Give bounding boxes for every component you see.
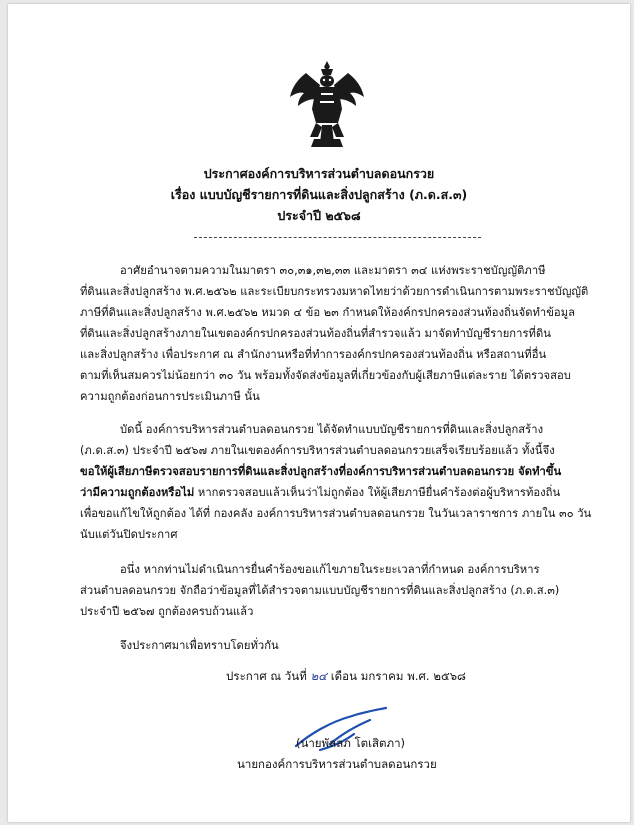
closing-line: จึงประกาศมาเพื่อทราบโดยทั่วกัน — [120, 639, 279, 652]
para1-line-3: ภาษีที่ดินและสิ่งปลูกสร้าง พ.ศ.๒๕๖๒ หมวด ๔ ข้อ ๒๓ กำหนดให้องค์กรปกครองส่วนท้องถิ่นจัดทำข้อมูล — [80, 306, 576, 319]
signer-name: (นายพัลลภ โตเสิตภา) — [296, 736, 406, 750]
announcement-date — [226, 668, 466, 686]
date-prefix: ประกาศ ณ วันที่ — [226, 669, 307, 683]
para1-line-4: ที่ดินและสิ่งปลูกสร้างภายในเขตองค์กรปกครองส่วนท้องถิ่นที่สำรวจแล้ว มาจัดทำบัญชีรายการที่ดิน — [80, 327, 551, 340]
document-page — [8, 4, 630, 822]
para3-line-2: ส่วนตำบลดอนกรวย จักถือว่าข้อมูลที่ได้สำรวจตามแบบบัญชีรายการที่ดินและสิ่งปลูกสร้าง (ภ.ด.ส.๓) — [80, 584, 560, 597]
para2-line-3: ขอให้ผู้เสียภาษีตรวจสอบรายการที่ดินและสิ่งปลูกสร้างที่องค์การบริหารส่วนตำบลดอนกรวย จัดทำขึ้น — [80, 465, 562, 478]
para1-line-1: อาศัยอำนาจตามความในมาตรา ๓๐,๓๑,๓๒,๓๓ และมาตรา ๓๔ แห่งพระราชบัญญัติภาษี — [120, 264, 546, 277]
para3-line-3: ประจำปี ๒๕๖๗ ถูกต้องครบถ้วนแล้ว — [80, 605, 254, 618]
para1-line-5: และสิ่งปลูกสร้าง เพื่อประกาศ ณ สำนักงานหรือที่ทำการองค์กรปกครองส่วนท้องถิ่น หรือสถานที่อื่น — [80, 348, 547, 361]
header-divider — [194, 237, 481, 238]
announcement-year: ประจำปี ๒๕๖๘ — [277, 208, 361, 223]
para2-line-4 — [80, 483, 560, 501]
announcement-subject: เรื่อง แบบบัญชีรายการที่ดินและสิ่งปลูกสร้าง (ภ.ด.ส.๓) — [170, 187, 468, 202]
para3-line-1: อนึ่ง หากท่านไม่ดำเนินการยื่นคำร้องขอแก้ไขภายในระยะเวลาที่กำหนด องค์การบริหาร — [120, 563, 540, 576]
para2-line-5: เพื่อขอแก้ไขให้ถูกต้อง ได้ที่ กองคลัง องค์การบริหารส่วนตำบลดอนกรวย ในวันเวลาราชการ ภายใน ๓๐ วัน — [80, 507, 592, 520]
garuda-emblem-icon — [286, 59, 368, 151]
para2-line-2: (ภ.ด.ส.๓) ประจำปี ๒๕๖๗ ภายในเขตองค์การบริหารส่วนตำบลดอนกรวยเสร็จเรียบร้อยแล้ว ทั้งนี้จึง — [80, 444, 555, 457]
para2-line-4-bold: ว่ามีความถูกต้องหรือไม่ — [80, 486, 195, 499]
para1-line-2: ที่ดินและสิ่งปลูกสร้าง พ.ศ.๒๕๖๒ และระเบียบกระทรวงมหาดไทยว่าด้วยการดำเนินการตามพระราชบัญญัติ — [80, 285, 589, 298]
signer-position: นายกองค์การบริหารส่วนตำบลดอนกรวย — [237, 757, 437, 771]
date-rest: เดือน มกราคม พ.ศ. ๒๕๖๘ — [330, 669, 466, 683]
para1-line-7: ความถูกต้องก่อนการประเมินภาษี นั้น — [80, 390, 260, 403]
para1-line-6: ตามที่เห็นสมควรไม่น้อยกว่า ๓๐ วัน พร้อมทั้งจัดส่งข้อมูลที่เกี่ยวข้องกับผู้เสียภาษีแต่ละราย ได้ตรวจสอบ — [80, 369, 571, 382]
announcement-title: ประกาศองค์การบริหารส่วนตำบลดอนกรวย — [203, 166, 435, 181]
para2-line-1: บัดนี้ องค์การบริหารส่วนตำบลดอนกรวย ได้จัดทำแบบบัญชีรายการที่ดินและสิ่งปลูกสร้าง — [120, 423, 544, 436]
date-day: ๒๔ — [310, 669, 327, 683]
para2-line-4-rest: หากตรวจสอบแล้วเห็นว่าไม่ถูกต้อง ให้ผู้เสียภาษียื่นคำร้องต่อผู้บริหารท้องถิ่น — [194, 486, 561, 499]
para2-line-6: นับแต่วันปิดประกาศ — [80, 528, 178, 541]
